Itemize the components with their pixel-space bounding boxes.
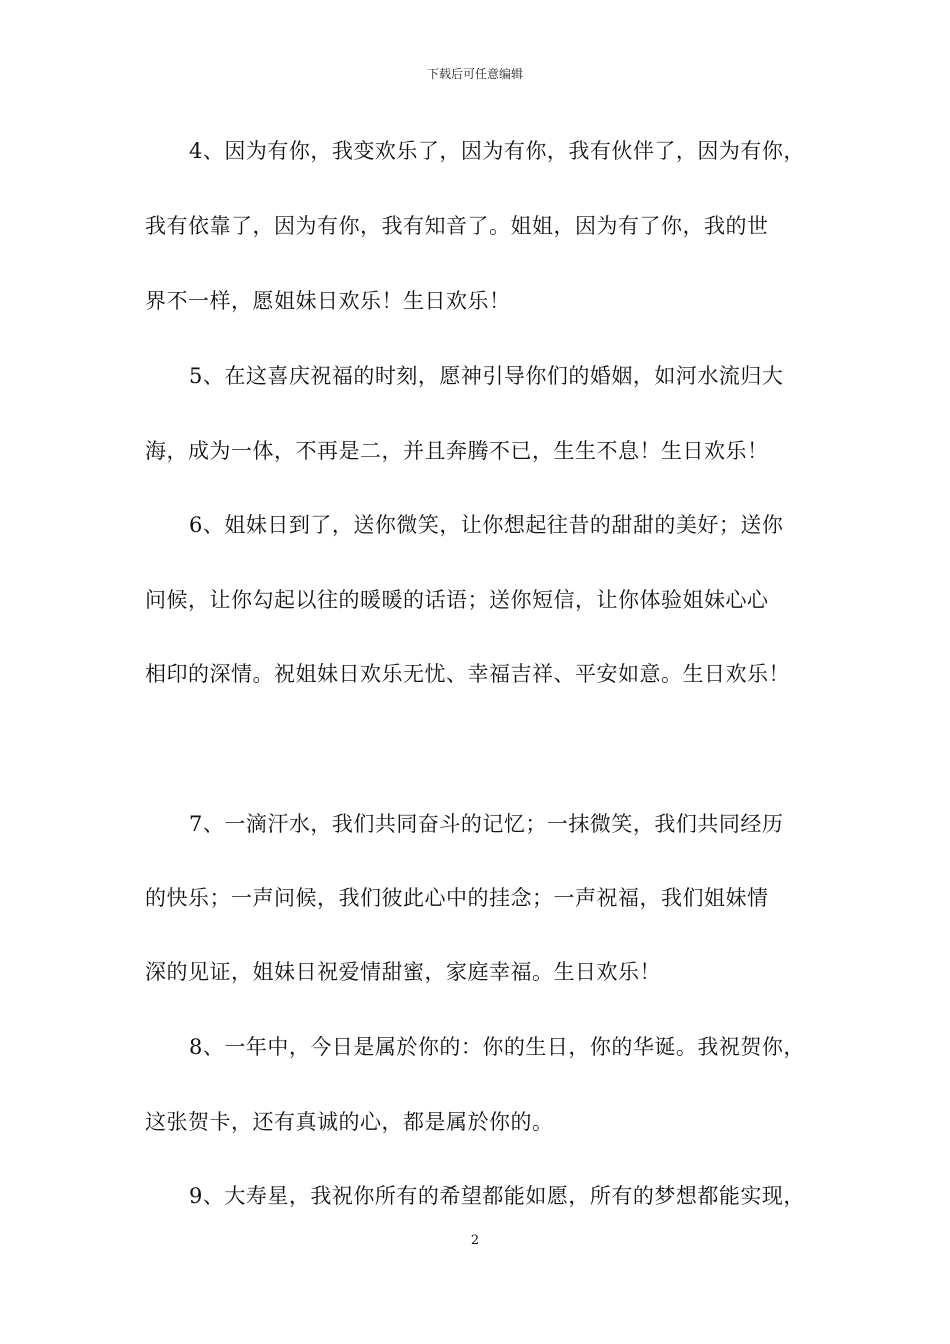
paragraph-7-line-1: 7、一滴汗水，我们共同奋斗的记忆；一抹微笑，我们共同经历: [189, 812, 784, 836]
paragraph-4-line-2: 我有依靠了，因为有你，我有知音了。姐姐，因为有了你，我的世: [145, 214, 769, 238]
page-number: 2: [470, 1233, 480, 1248]
paragraph-6-line-1: 6、姐妹日到了，送你微笑，让你想起往昔的甜甜的美好；送你: [189, 513, 784, 537]
paragraph-5-line-2: 海，成为一体，不再是二，并且奔腾不已，生生不息！生日欢乐！: [145, 439, 769, 463]
paragraph-5-line-1: 5、在这喜庆祝福的时刻，愿神引导你们的婚姻，如河水流归大: [189, 364, 784, 388]
paragraph-6-line-2: 问候，让你勾起以往的暖暖的话语；送你短信，让你体验姐妹心心: [145, 588, 769, 612]
paragraph-7-line-3: 深的见证，姐妹日祝爱情甜蜜，家庭幸福。生日欢乐！: [145, 960, 661, 984]
paragraph-9-line-1: 9、大寿星，我祝你所有的希望都能如愿，所有的梦想都能实现，: [189, 1184, 805, 1208]
paragraph-8-line-2: 这张贺卡，还有真诚的心，都是属於你的。: [145, 1110, 554, 1134]
paragraph-7-line-2: 的快乐；一声问候，我们彼此心中的挂念；一声祝福，我们姐妹情: [145, 886, 769, 910]
page-header: 下载后可任意编辑: [426, 67, 523, 81]
paragraph-8-line-1: 8、一年中，今日是属於你的：你的生日，你的华诞。我祝贺你，: [189, 1035, 805, 1059]
paragraph-6-line-3: 相印的深情。祝姐妹日欢乐无忧、幸福吉祥、平安如意。生日欢乐！: [145, 662, 790, 686]
paragraph-4-line-1: 4、因为有你，我变欢乐了，因为有你，我有伙伴了，因为有你，: [189, 139, 805, 163]
paragraph-4-line-3: 界不一样，愿姐妹日欢乐！生日欢乐！: [145, 289, 511, 313]
